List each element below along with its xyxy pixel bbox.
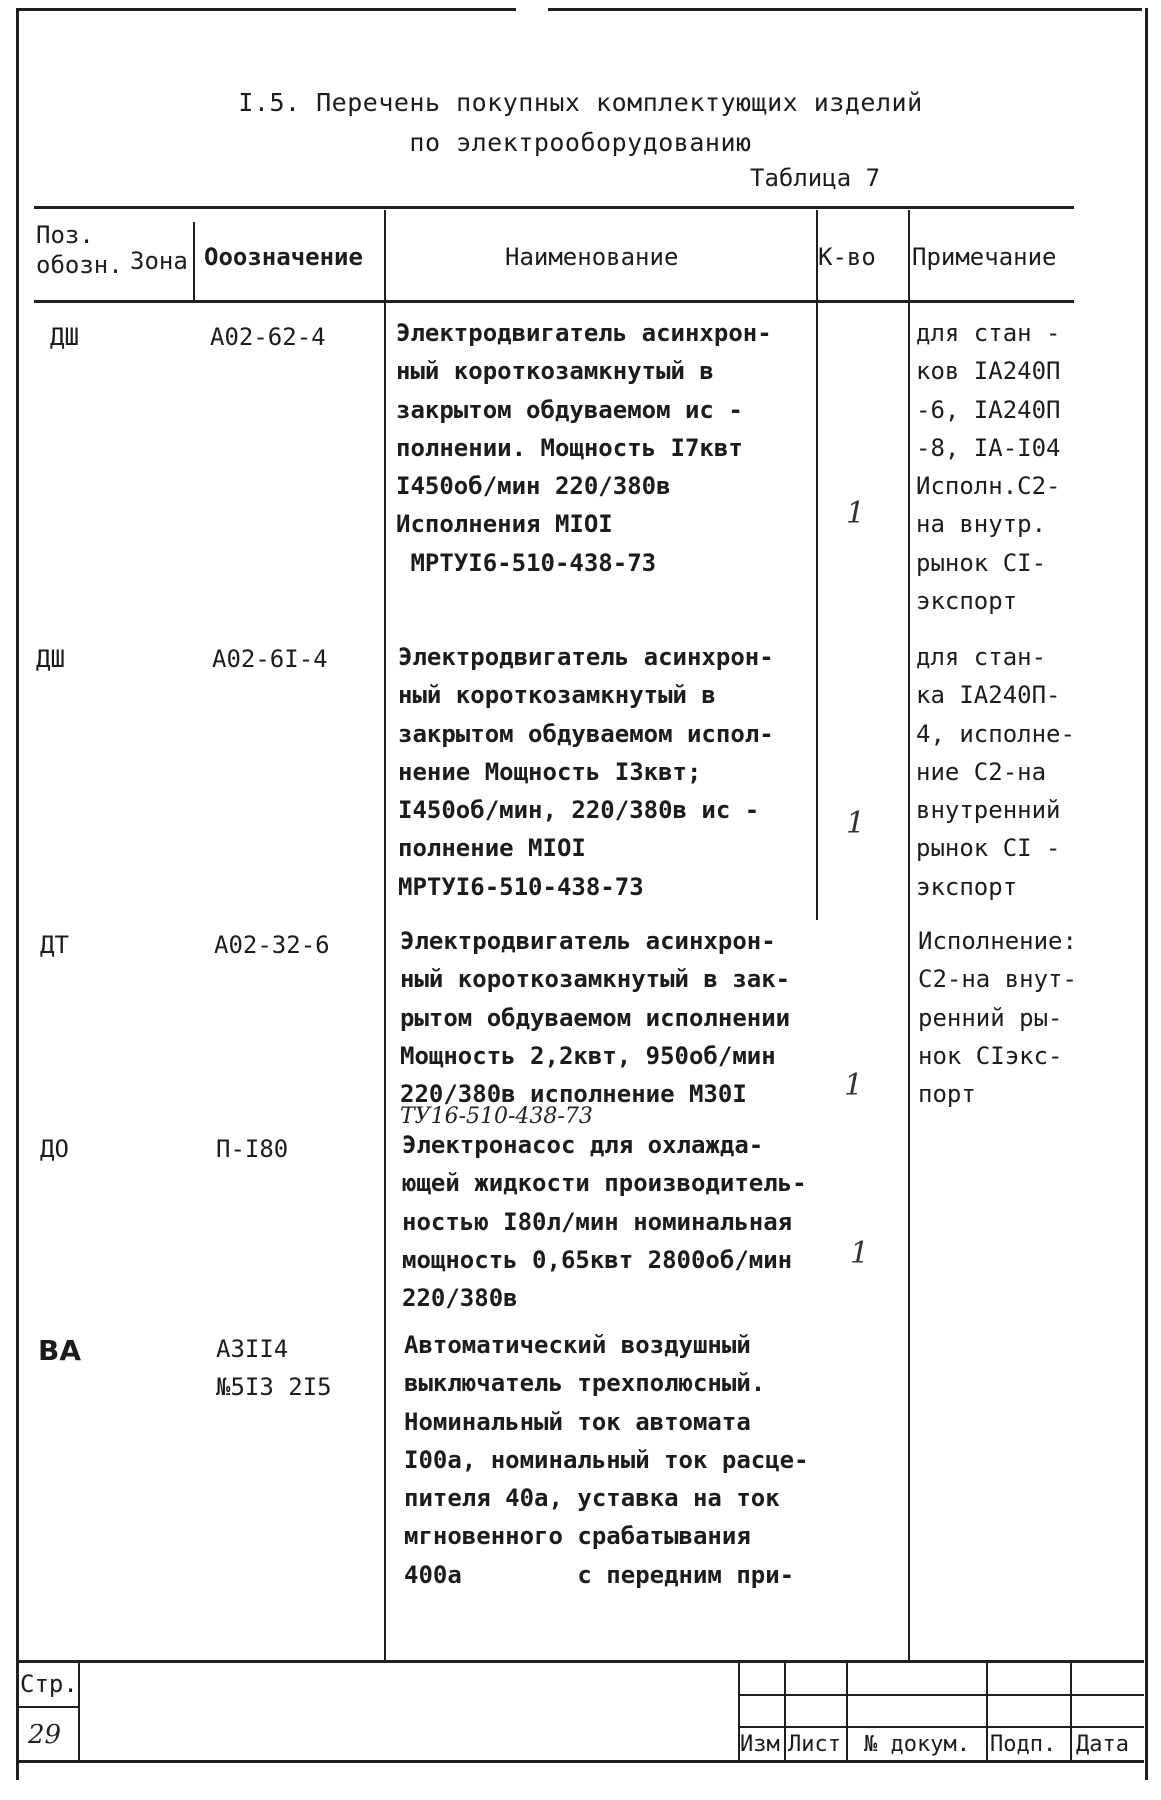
stamp-col-sign: Подп. [990, 1732, 1057, 1757]
header-zone: Зона [130, 247, 188, 275]
top-border-left [16, 8, 516, 11]
stamp-top-rule [16, 1660, 1144, 1663]
stamp-bottom-rule [16, 1760, 1144, 1763]
stamp-grid-v3 [986, 1660, 988, 1762]
stamp-page-label: Стр. [20, 1670, 78, 1698]
stamp-grid-v4 [1070, 1660, 1072, 1762]
stamp-grid-v2 [846, 1660, 848, 1762]
stamp-col-list: Лист [788, 1732, 841, 1757]
column-divider-qty [908, 210, 910, 1660]
stamp-col-date: Дата [1076, 1732, 1129, 1757]
table-number: Таблица 7 [750, 164, 881, 192]
row-3-designation: А02-32-6 [214, 931, 330, 959]
top-border-right [548, 8, 1142, 11]
header-name: Наименование [505, 243, 679, 271]
stamp-grid-v1 [784, 1660, 786, 1762]
column-divider-designation [384, 210, 386, 1660]
header-designation: Ooозначение [204, 243, 363, 271]
row-2-pos: ДШ [36, 645, 65, 673]
row-1-designation: А02-62-4 [210, 323, 326, 351]
row-2-note: для стан- ка IA240П- 4, исполне- ние С2-на внутренний рынок СI - экспорт [916, 643, 1075, 901]
stamp-page-number: 29 [28, 1720, 62, 1750]
row-3-note: Исполнение: С2-на внут- ренний ры- нок СIэкс- порт [918, 927, 1077, 1109]
row-1-name: Электродвигатель асинхрон- ный короткозамкнутый в закрытом обдуваемом ис - полнении. Мощность I7квт I450об/мин 220/380в Исполнения MIOI МРТУI6-510-438-73 [396, 319, 772, 577]
row-2-name: Электродвигатель асинхрон- ный короткозамкнутый в закрытом обдуваемом испол- нение Мощность I3квт; I450об/мин, 220/380в ис - полнение MIOI МРТУI6-510-438-73 [398, 643, 774, 901]
stamp-grid-h1 [738, 1694, 1144, 1696]
row-4-qty: 1 [850, 1236, 870, 1271]
row-5-pos: ВА [38, 1334, 82, 1367]
stamp-page-divider [78, 1660, 80, 1762]
row-3-pos: ДТ [40, 931, 69, 959]
row-2-qty: 1 [846, 806, 866, 841]
row-4-name: Электронасос для охлажда- ющей жидкости производитель- ностью I80л/мин номинальная мощность 0,65квт 2800об/мин 220/380в [402, 1131, 807, 1313]
row-1-qty: 1 [846, 496, 866, 531]
row-2-designation: А02-6I-4 [212, 645, 328, 673]
table-top-rule [34, 206, 1074, 209]
section-subtitle: по электрооборудованию [409, 128, 752, 157]
row-3-name: Электродвигатель асинхрон- ный короткозамкнутый в зак- рытом обдуваемом исполнении Мощность 2,2квт, 950об/мин 220/380в исполнение M30I [400, 927, 791, 1109]
column-divider-name [816, 210, 818, 920]
row-4-designation: П-I80 [216, 1135, 289, 1163]
row-3-name-handwritten: ТУ16-510-438-73 [400, 1104, 593, 1129]
stamp-grid-h2 [738, 1726, 1144, 1728]
row-1-pos: ДШ [50, 323, 79, 351]
row-4-pos: ДО [40, 1135, 69, 1163]
header-note: Примечание [912, 243, 1057, 271]
row-3-qty: 1 [844, 1068, 864, 1103]
row-5-designation: А3II4 №5I3 2I5 [216, 1335, 332, 1402]
header-qty: К-во [818, 243, 876, 271]
section-title: I.5. Перечень покупных комплектующих изделий [238, 88, 923, 117]
header-pos: Поз. обозн. [36, 221, 123, 279]
stamp-mid-rule-left [16, 1706, 78, 1708]
column-divider-zone [193, 222, 195, 302]
stamp-col-izm: Изм [740, 1732, 780, 1757]
stamp-col-doc: № докум. [864, 1732, 970, 1757]
row-5-name: Автоматический воздушный выключатель трехполюсный. Номинальный ток автомата I00а, номинальный ток расце- пителя 40а, уставка на ток мгновенного срабатывания 400а с передним при- [404, 1331, 809, 1589]
table-header-rule [34, 300, 1074, 303]
row-1-note: для стан - ков IA240П -6, IA240П -8, IA-I04 Исполн.С2- на внутр. рынок СI- экспорт [916, 319, 1061, 616]
